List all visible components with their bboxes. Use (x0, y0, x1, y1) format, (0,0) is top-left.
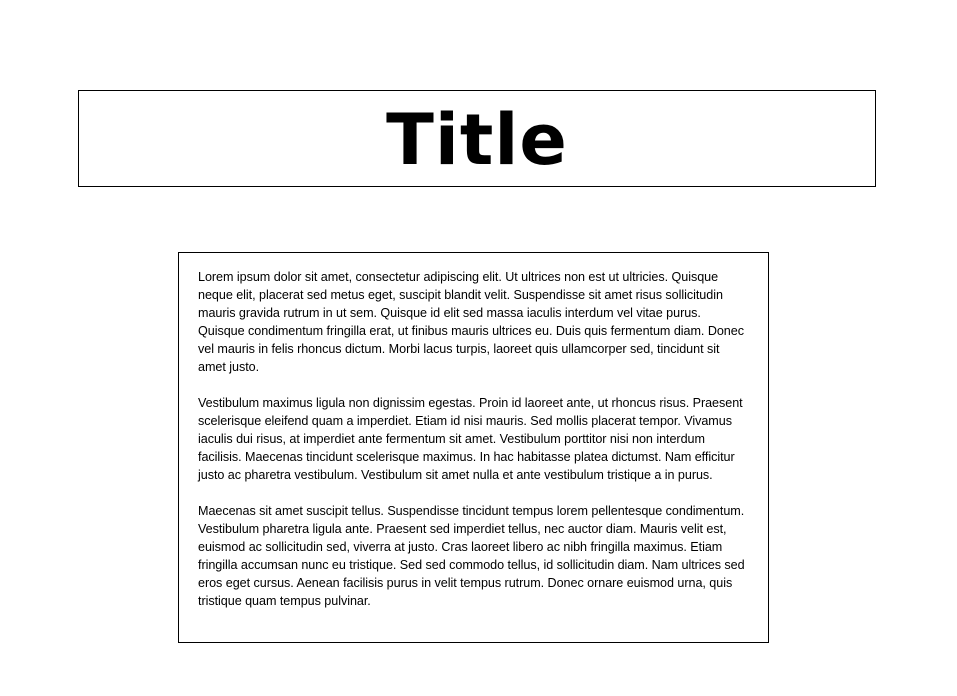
paragraph-3: Maecenas sit amet suscipit tellus. Suspendisse tincidunt tempus lorem pellentesque condimentum. Vestibulum pharetra ligula ante. Praesent sed imperdiet tellus, nec auctor diam. Mauris velit est, euismod ac sollicitudin sed, viverra at justo. Cras laoreet libero ac nibh fringilla maximus. Etiam fringilla accumsan nunc eu tristique. Sed sed commodo tellus, id sollicitudin diam. Nam ultrices sed eros eget cursus. Aenean facilisis purus in velit tempus rutrum. Donec ornare euismod urna, quis tristique quam tempus pulvinar. (198, 504, 745, 608)
paragraph-2: Vestibulum maximus ligula non dignissim egestas. Proin id laoreet ante, ut rhoncus risus. Praesent scelerisque eleifend quam a imperdiet. Etiam id nisi mauris. Sed mollis placerat tempor. Vivamus iaculis dui risus, at imperdiet ante fermentum sit amet. Vestibulum porttitor nisi non interdum facilisis. Maecenas tincidunt scelerisque maximus. In hac habitasse platea dictumst. Nam efficitur justo ac pharetra vestibulum. Vestibulum sit amet nulla et ante vestibulum tristique a in purus. (198, 396, 743, 482)
title-box (78, 90, 876, 187)
page-title: Title (386, 98, 568, 181)
text-box (178, 252, 769, 643)
paragraph-1: Lorem ipsum dolor sit amet, consectetur adipiscing elit. Ut ultrices non est ut ultricies. Quisque neque elit, placerat sed metus eget, suscipit blandit velit. Suspendisse sit amet risus sollicitudin mauris gravida rutrum in ut sem. Quisque id elit sed massa iaculis interdum vel vitae purus. Quisque condimentum fringilla erat, ut finibus mauris ultrices eu. Duis quis fermentum diam. Donec vel mauris in felis rhoncus dictum. Morbi lacus turpis, laoreet quis ullamcorper sed, tincidunt sit amet justo. (198, 270, 744, 374)
